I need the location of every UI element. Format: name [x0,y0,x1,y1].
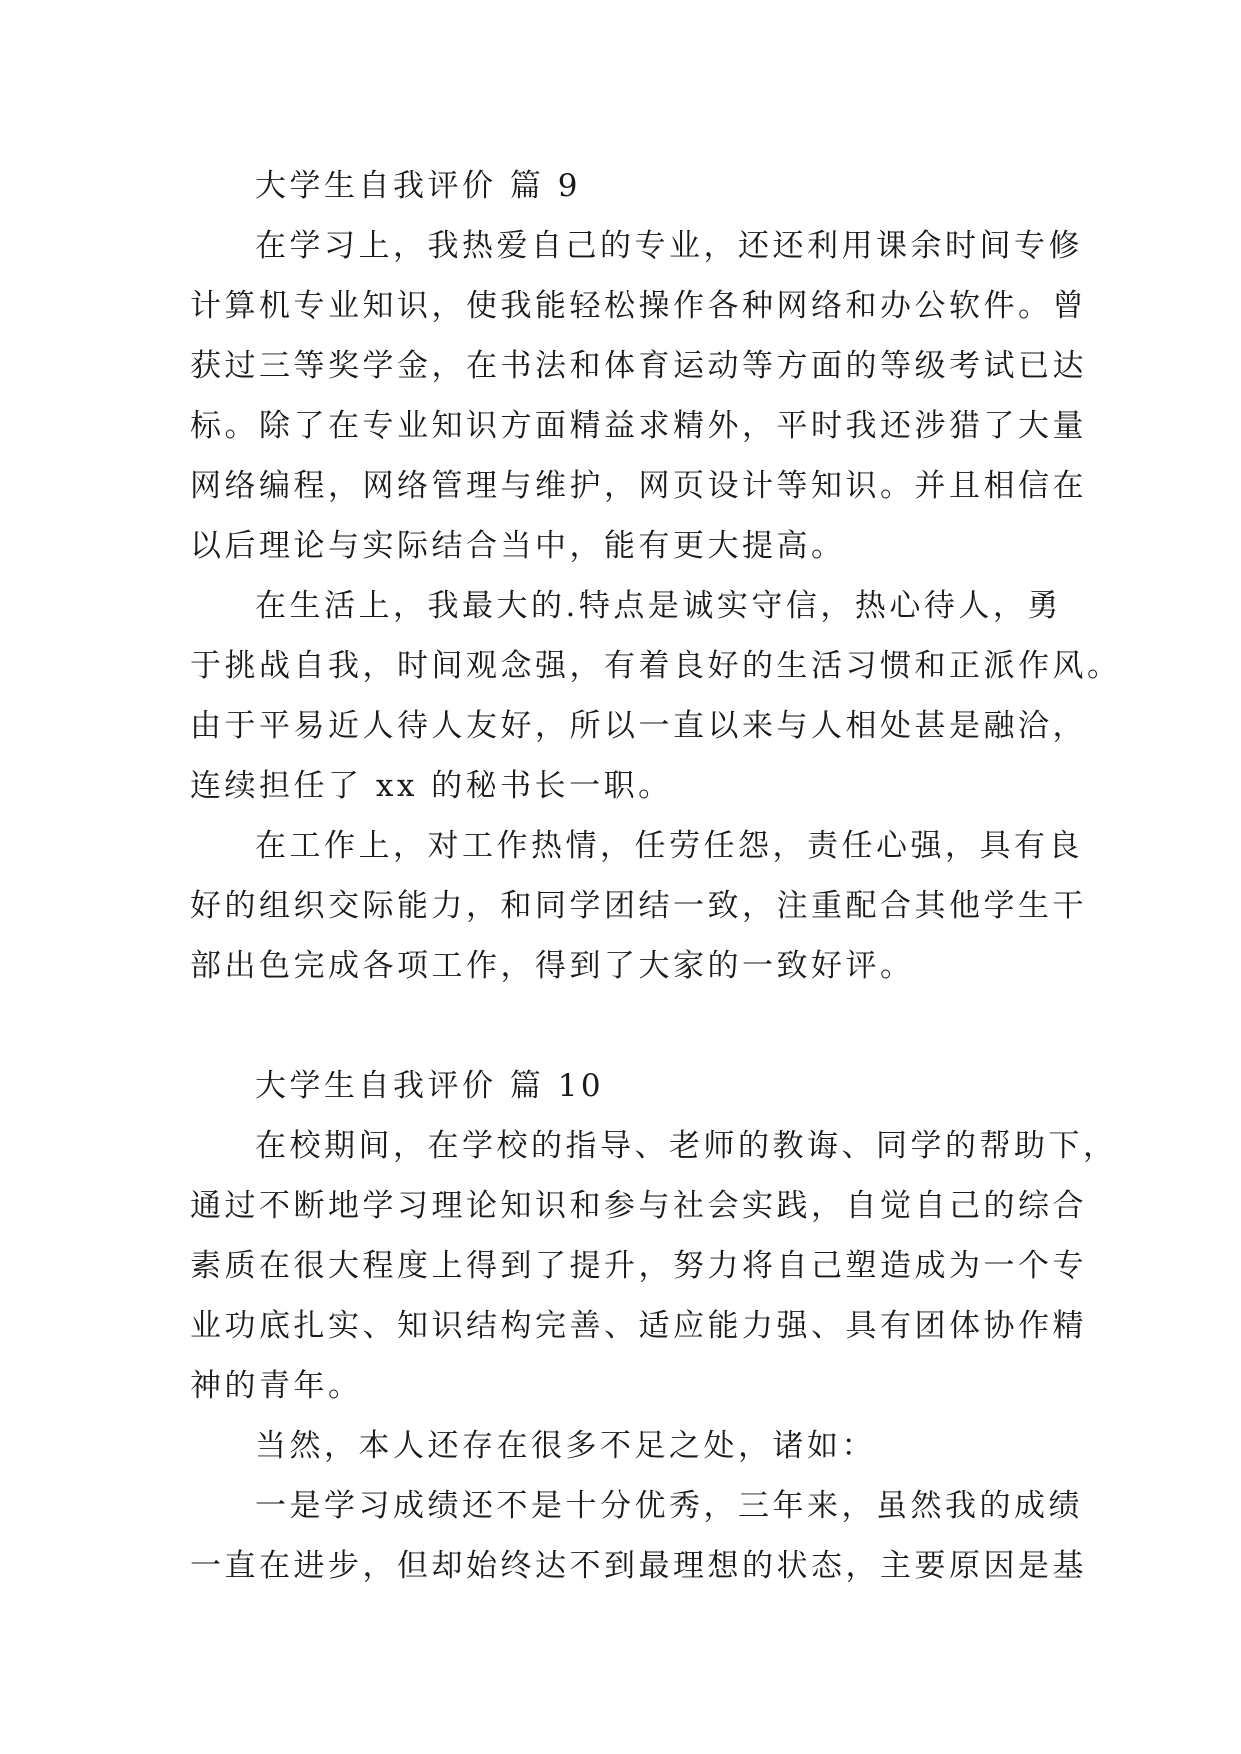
section-heading: 大学生自我评价 篇 9 [255,168,581,204]
paragraph-line: 由于平易近人待人友好，所以一直以来与人相处甚是融洽， [190,708,1087,744]
paragraph-line: 计算机专业知识，使我能轻松操作各种网络和办公软件。曾 [190,288,1087,324]
paragraph-line: 获过三等奖学金，在书法和体育运动等方面的等级考试已达 [190,348,1087,384]
paragraph-line: 神的青年。 [190,1368,363,1404]
paragraph-line: 业功底扎实、知识结构完善、适应能力强、具有团体协作精 [190,1308,1087,1344]
paragraph-line: 素质在很大程度上得到了提升，努力将自己塑造成为一个专 [190,1248,1087,1284]
paragraph-line: 在工作上，对工作热情，任劳任怨，责任心强，具有良 [255,828,1083,864]
paragraph-line: 通过不断地学习理论知识和参与社会实践，自觉自己的综合 [190,1188,1087,1224]
paragraph-line: 一直在进步，但却始终达不到最理想的状态，主要原因是基 [190,1548,1087,1584]
paragraph-line: 标。除了在专业知识方面精益求精外，平时我还涉猎了大量 [190,408,1087,444]
paragraph-line: 网络编程，网络管理与维护，网页设计等知识。并且相信在 [190,468,1087,504]
paragraph-line: 连续担任了 xx 的秘书长一职。 [190,768,673,804]
paragraph-line: 于挑战自我，时间观念强，有着良好的生活习惯和正派作风。 [190,648,1122,684]
section-heading: 大学生自我评价 篇 10 [255,1068,605,1104]
paragraph-line: 以后理论与实际结合当中，能有更大提高。 [190,528,846,564]
paragraph-line: 好的组织交际能力，和同学团结一致，注重配合其他学生干 [190,888,1087,924]
paragraph-line: 在校期间，在学校的指导、老师的教诲、同学的帮助下， [255,1128,1118,1164]
paragraph-line: 在生活上，我最大的.特点是诚实守信，热心待人，勇 [255,588,1062,624]
paragraph-line: 在学习上，我热爱自己的专业，还还利用课余时间专修 [255,228,1083,264]
paragraph-line: 部出色完成各项工作，得到了大家的一致好评。 [190,948,915,984]
paragraph-line: 一是学习成绩还不是十分优秀，三年来，虽然我的成绩 [255,1488,1083,1524]
paragraph-line: 当然，本人还存在很多不足之处，诸如： [255,1428,876,1464]
